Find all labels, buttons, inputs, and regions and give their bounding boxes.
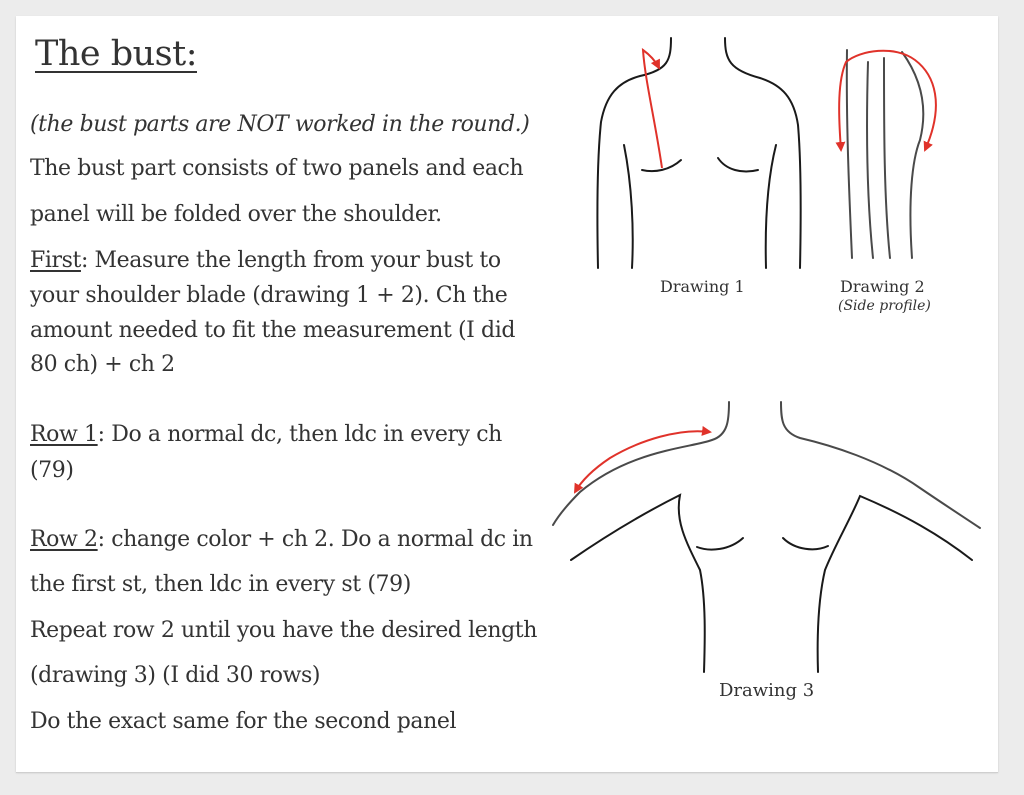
page-title: The bust: xyxy=(35,34,197,74)
drawing-2-subcaption: (Side profile) xyxy=(838,298,931,314)
drawing-2-side-profile xyxy=(847,50,923,258)
drawing-3-caption: Drawing 3 xyxy=(719,680,815,701)
first-step-line-4: 80 ch) + ch 2 xyxy=(30,352,175,377)
intro-line-1: The bust part consists of two panels and each xyxy=(30,156,524,181)
drawing-2-caption: Drawing 2 xyxy=(840,277,925,296)
drawing-3-shoulders xyxy=(553,402,980,672)
first-step-line-2: your shoulder blade (drawing 1 + 2). Ch the xyxy=(30,283,508,308)
drawing-1-front-torso xyxy=(597,38,800,268)
first-text-1: : Measure the length from your bust to xyxy=(80,248,501,273)
row2-label: Row 2 xyxy=(30,527,98,552)
second-panel-line: Do the exact same for the second panel xyxy=(30,709,457,734)
repeat-line-2: (drawing 3) (I did 30 rows) xyxy=(30,663,321,688)
drawing-1-caption: Drawing 1 xyxy=(660,277,745,296)
row2-text-1: : change color + ch 2. Do a normal dc in xyxy=(97,527,533,552)
drawing-3-arrow xyxy=(575,431,710,492)
row2-line-2: the first st, then ldc in every st (79) xyxy=(30,572,411,597)
drawing-1-arrow xyxy=(643,50,662,168)
row1-line-2: (79) xyxy=(30,458,74,483)
note-line: (the bust parts are NOT worked in the round.) xyxy=(30,112,530,137)
row1-text-1: : Do a normal dc, then ldc in every ch xyxy=(97,422,502,447)
repeat-line-1: Repeat row 2 until you have the desired length xyxy=(30,618,538,643)
row1-label: Row 1 xyxy=(30,422,98,447)
first-label: First xyxy=(30,248,81,273)
intro-line-2: panel will be folded over the shoulder. xyxy=(30,202,442,227)
first-step-line-3: amount needed to fit the measurement (I did xyxy=(30,318,516,343)
